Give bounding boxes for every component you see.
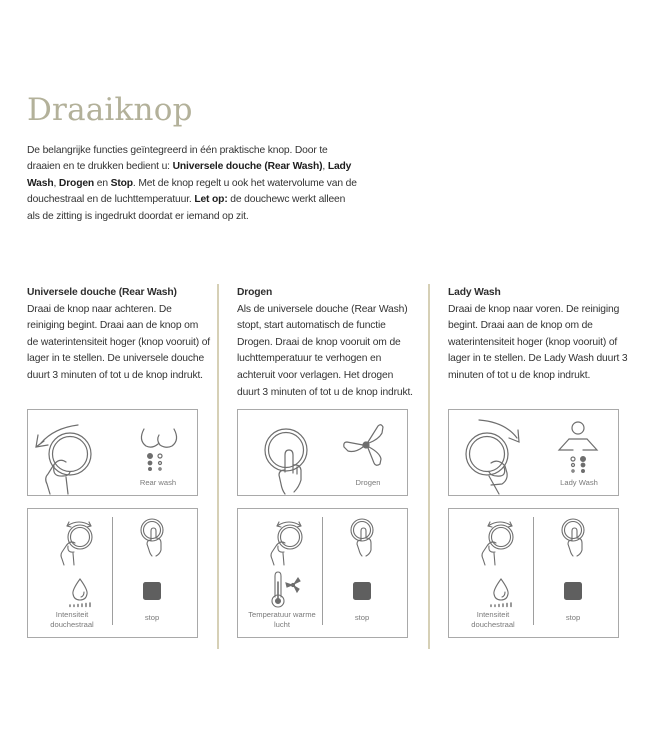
- column-heading: Drogen: [237, 287, 273, 298]
- diagram-label: stop: [354, 613, 370, 622]
- stop-square-icon: [564, 582, 582, 600]
- diagram-label: stop: [565, 613, 581, 622]
- rear-wash-diagram: [27, 409, 198, 496]
- diagram-label: Drogen: [355, 478, 381, 487]
- intro-text: De belangrijke functies geïntegreerd in één praktische knop. Door te draaien en te drukken bedient u:: [27, 145, 328, 173]
- diagram-label: Lady Wash: [560, 478, 598, 487]
- thermometer-fan-icon: [272, 572, 300, 607]
- rear-wash-controls-diagram: [27, 508, 198, 638]
- diagram-label: Rear wash: [139, 478, 177, 487]
- column-drogen-text: [237, 285, 417, 401]
- intro-text: en: [94, 177, 111, 189]
- inner-divider: [322, 517, 323, 625]
- rear-wash-icon: [141, 429, 176, 470]
- intro-paragraph: [27, 143, 357, 225]
- column-body: Als de universele douche (Rear Wash) stopt, start automatisch de functie Drogen. Draai de knop vooruit om de luchttemperatuur te verhogen en achteruit voor verlagen. Het drogen duurt 3 minuten of tot u de knop indrukt.: [237, 303, 413, 398]
- diagram-label: Intensiteit douchestraal: [471, 610, 515, 629]
- fan-icon: [344, 425, 383, 466]
- column-divider: [217, 284, 219, 649]
- stop-square-icon: [353, 582, 371, 600]
- hand-press-icon: [351, 519, 373, 556]
- column-heading: Lady Wash: [448, 287, 501, 298]
- column-heading: Universele douche (Rear Wash): [27, 287, 177, 298]
- hand-press-icon: [562, 519, 584, 556]
- page-title: Draaiknop: [27, 92, 193, 128]
- hand-press-icon: [265, 429, 307, 494]
- column-rear-wash-text: [27, 285, 212, 385]
- column-lady-wash-text: [448, 285, 630, 385]
- lady-wash-controls-diagram: [448, 508, 619, 638]
- intro-text: ,: [322, 161, 328, 173]
- diagram-label: Temperatuur warme lucht: [248, 610, 316, 629]
- inner-divider: [533, 517, 534, 625]
- hand-rotate-icon: [61, 522, 92, 565]
- lady-wash-diagram: [448, 409, 619, 496]
- intro-bold-term: Universele douche (Rear Wash): [172, 161, 323, 173]
- diagram-label: Intensiteit douchestraal: [50, 610, 94, 629]
- hand-press-icon: [141, 519, 163, 556]
- intro-bold-term: Stop: [110, 177, 133, 189]
- drogen-diagram: [237, 409, 408, 496]
- water-drop-icon: [491, 579, 511, 607]
- column-body: Draai de knop naar achteren. De reiniging begint. Draai aan de knop om de waterintensiteit hoger (knop vooruit) of lager in te stellen. De universele douche duurt 3 minuten of tot u de knop indrukt.: [27, 303, 211, 381]
- intro-bold-term: Drogen: [58, 177, 95, 189]
- intro-text: de douchewc werkt alleen als de zitting is ingedrukt doordat er iemand op zit.: [27, 194, 346, 222]
- diagram-label: stop: [144, 613, 160, 622]
- intro-bold-term: Lady Wash: [27, 161, 352, 189]
- column-body: Draai de knop naar voren. De reiniging begint. Draai aan de knop om de waterintensiteit hoger (knop vooruit) of lager in te stellen. De Lady Wash duurt 3 minuten of tot u de knop indrukt.: [448, 303, 628, 381]
- hand-rotate-forward-icon: [466, 420, 519, 494]
- lady-wash-icon: [559, 422, 597, 472]
- water-drop-icon: [70, 579, 90, 607]
- hand-rotate-icon: [482, 522, 513, 565]
- hand-rotate-back-icon: [36, 425, 91, 494]
- inner-divider: [112, 517, 113, 625]
- intro-text: . Met de knop regelt u ook het watervolume van de douchestraal en de luchttemperatuur.: [27, 177, 357, 206]
- hand-rotate-icon: [271, 522, 302, 565]
- stop-square-icon: [143, 582, 161, 600]
- column-divider: [428, 284, 430, 649]
- drogen-controls-diagram: [237, 508, 408, 638]
- intro-text: ,: [53, 177, 59, 189]
- intro-bold-term: Let op:: [194, 194, 228, 206]
